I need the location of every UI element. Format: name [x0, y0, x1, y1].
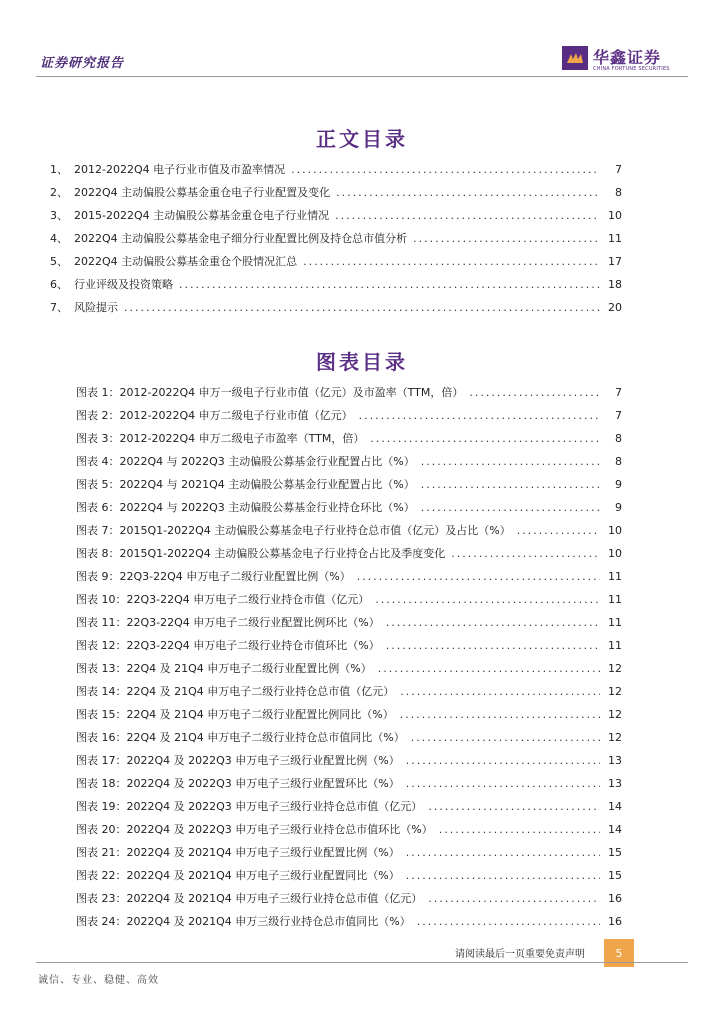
contents-item[interactable]: [50, 301, 622, 315]
figure-item-page: 11: [608, 593, 622, 606]
figure-item-page: 7: [615, 409, 622, 422]
figure-item-label: 图表 22：2022Q4 及 2021Q4 申万电子三级行业配置同比（%）: [76, 869, 400, 882]
figure-item-page: 8: [615, 455, 622, 468]
dot-leader: [406, 846, 600, 860]
figure-item[interactable]: [76, 616, 622, 630]
header-divider: [36, 76, 688, 77]
figure-item-page: 12: [608, 708, 622, 721]
dot-leader: [421, 501, 600, 515]
contents-item[interactable]: [50, 255, 622, 269]
contents-item-page: 20: [608, 301, 622, 314]
figure-item-label: 图表 24：2022Q4 及 2021Q4 申万三级行业持仓总市值同比（%）: [76, 915, 411, 928]
dot-leader: [406, 754, 600, 768]
contents-item-page: 7: [615, 163, 622, 176]
contents-item-label: 2015-2022Q4 主动偏股公募基金重仓电子行业情况: [74, 209, 330, 222]
dot-leader: [386, 616, 600, 630]
dot-leader: [421, 455, 600, 469]
contents-item-number: 1、: [50, 163, 68, 176]
contents-item-label: 风险提示: [74, 301, 118, 314]
figure-item-label: 图表 8：2015Q1-2022Q4 主动偏股公募基金电子行业持仓占比及季度变化: [76, 547, 446, 560]
figure-item[interactable]: [76, 386, 622, 400]
dot-leader: [421, 478, 600, 492]
figure-item-page: 9: [615, 478, 622, 491]
figure-item[interactable]: [76, 800, 622, 814]
figure-item-page: 7: [615, 386, 622, 399]
dot-leader: [336, 186, 600, 200]
figure-item[interactable]: [76, 869, 622, 883]
contents-title: 正文目录: [316, 127, 408, 151]
dot-leader: [370, 432, 600, 446]
figure-item-page: 16: [608, 892, 622, 905]
logo-name-en: CHINA FORTUNE SECURITIES: [593, 66, 670, 72]
contents-item-page: 17: [608, 255, 622, 268]
contents-item-page: 10: [608, 209, 622, 222]
contents-item[interactable]: [50, 232, 622, 246]
figure-item-label: 图表 14：22Q4 及 21Q4 申万电子二级行业持仓总市值（亿元）: [76, 685, 395, 698]
dot-leader: [179, 278, 600, 292]
dot-leader: [357, 570, 600, 584]
dot-leader: [386, 639, 600, 653]
dot-leader: [335, 209, 600, 223]
figure-item-label: 图表 23：2022Q4 及 2021Q4 申万电子三级行业持仓总市值（亿元）: [76, 892, 423, 905]
company-slogan: 诚信、专业、稳健、高效: [38, 975, 159, 986]
figure-item[interactable]: [76, 524, 622, 538]
figure-item-page: 11: [608, 616, 622, 629]
figure-item-label: 图表 20：2022Q4 及 2022Q3 申万电子三级行业持仓总市值环比（%）: [76, 823, 433, 836]
figure-item-page: 15: [608, 846, 622, 859]
dot-leader: [303, 255, 600, 269]
figure-item-page: 14: [608, 800, 622, 813]
contents-item[interactable]: [50, 163, 622, 177]
figure-item-label: 图表 3：2012-2022Q4 申万二级电子市盈率（TTM，倍）: [76, 432, 365, 445]
dot-leader: [428, 800, 600, 814]
contents-item-page: 11: [608, 232, 622, 245]
figure-item[interactable]: [76, 754, 622, 768]
figure-item-page: 13: [608, 777, 622, 790]
dot-leader: [400, 708, 600, 722]
contents-item-number: 5、: [50, 255, 68, 268]
figure-item[interactable]: [76, 570, 622, 584]
figure-item[interactable]: [76, 915, 622, 929]
figure-item-label: 图表 1：2012-2022Q4 申万一级电子行业市值（亿元）及市盈率（TTM，倍）: [76, 386, 464, 399]
figure-item[interactable]: [76, 432, 622, 446]
contents-item-number: 6、: [50, 278, 68, 291]
dot-leader: [451, 547, 600, 561]
dot-leader: [359, 409, 600, 423]
figure-item-label: 图表 5：2022Q4 与 2021Q4 主动偏股公募基金行业配置占比（%）: [76, 478, 415, 491]
contents-item-label: 2022Q4 主动偏股公募基金电子细分行业配置比例及持仓总市值分析: [74, 232, 408, 245]
dot-leader: [428, 892, 600, 906]
figure-item[interactable]: [76, 731, 622, 745]
dot-leader: [400, 685, 600, 699]
dot-leader: [411, 731, 600, 745]
figure-item[interactable]: [76, 547, 622, 561]
figure-item-label: 图表 18：2022Q4 及 2022Q3 申万电子三级行业配置环比（%）: [76, 777, 400, 790]
figure-item-label: 图表 11：22Q3-22Q4 申万电子二级行业配置比例环比（%）: [76, 616, 380, 629]
contents-item-number: 3、: [50, 209, 68, 222]
contents-item-label: 2022Q4 主动偏股公募基金重仓个股情况汇总: [74, 255, 298, 268]
logo-name-cn: 华鑫证券: [593, 48, 662, 67]
dot-leader: [517, 524, 600, 538]
contents-item-number: 7、: [50, 301, 68, 314]
contents-item-label: 行业评级及投资策略: [74, 278, 173, 291]
contents-item-number: 2、: [50, 186, 68, 199]
figure-item[interactable]: [76, 892, 622, 906]
report-type-label: 证券研究报告: [40, 56, 125, 71]
figure-item[interactable]: [76, 455, 622, 469]
contents-item-number: 4、: [50, 232, 68, 245]
figure-item-label: 图表 16：22Q4 及 21Q4 申万电子二级行业持仓总市值同比（%）: [76, 731, 405, 744]
figure-item[interactable]: [76, 478, 622, 492]
company-logo: [562, 44, 682, 74]
contents-item[interactable]: [50, 186, 622, 200]
figure-item-page: 12: [608, 662, 622, 675]
figure-item[interactable]: [76, 708, 622, 722]
figure-item[interactable]: [76, 501, 622, 515]
figure-item[interactable]: [76, 685, 622, 699]
figure-item-page: 10: [608, 524, 622, 537]
figure-item-page: 11: [608, 570, 622, 583]
figure-item-label: 图表 15：22Q4 及 21Q4 申万电子二级行业配置比例同比（%）: [76, 708, 394, 721]
dot-leader: [291, 163, 600, 177]
figure-item[interactable]: [76, 409, 622, 423]
figure-item-label: 图表 2：2012-2022Q4 申万二级电子行业市值（亿元）: [76, 409, 353, 422]
dot-leader: [406, 777, 600, 791]
figure-item[interactable]: [76, 823, 622, 837]
contents-item[interactable]: [50, 278, 622, 292]
figure-item-label: 图表 7：2015Q1-2022Q4 主动偏股公募基金电子行业持仓总市值（亿元）及占比（%）: [76, 524, 511, 537]
figure-item-page: 10: [608, 547, 622, 560]
figure-item-page: 9: [615, 501, 622, 514]
figure-item-label: 图表 9：22Q3-22Q4 申万电子二级行业配置比例（%）: [76, 570, 351, 583]
dot-leader: [417, 915, 600, 929]
figure-item-label: 图表 12：22Q3-22Q4 申万电子二级行业持仓市值环比（%）: [76, 639, 380, 652]
figure-item-page: 15: [608, 869, 622, 882]
dot-leader: [124, 301, 600, 315]
contents-item-label: 2022Q4 主动偏股公募基金重仓电子行业配置及变化: [74, 186, 331, 199]
footer-divider: [36, 962, 688, 963]
figure-item-label: 图表 13：22Q4 及 21Q4 申万电子二级行业配置比例（%）: [76, 662, 372, 675]
logo-mark-icon: [562, 46, 588, 70]
figures-title: 图表目录: [316, 350, 408, 374]
page-number-badge: 5: [604, 939, 634, 967]
dot-leader: [469, 386, 600, 400]
figure-item[interactable]: [76, 639, 622, 653]
figure-item[interactable]: [76, 777, 622, 791]
figure-item-label: 图表 19：2022Q4 及 2022Q3 申万电子三级行业持仓总市值（亿元）: [76, 800, 423, 813]
figure-item[interactable]: [76, 662, 622, 676]
figure-item-label: 图表 21：2022Q4 及 2021Q4 申万电子三级行业配置比例（%）: [76, 846, 400, 859]
figure-item-page: 13: [608, 754, 622, 767]
figure-item-label: 图表 6：2022Q4 与 2022Q3 主动偏股公募基金行业持仓环比（%）: [76, 501, 415, 514]
figure-item-page: 8: [615, 432, 622, 445]
disclaimer-note: 请阅读最后一页重要免责声明: [455, 949, 585, 960]
dot-leader: [378, 662, 600, 676]
contents-item-label: 2012-2022Q4 电子行业市值及市盈率情况: [74, 163, 286, 176]
dot-leader: [406, 869, 600, 883]
dot-leader: [375, 593, 600, 607]
figure-item-page: 14: [608, 823, 622, 836]
figure-item-page: 12: [608, 731, 622, 744]
figure-item-page: 12: [608, 685, 622, 698]
dot-leader: [439, 823, 600, 837]
figure-item-page: 11: [608, 639, 622, 652]
contents-item[interactable]: [50, 209, 622, 223]
dot-leader: [413, 232, 600, 246]
figure-item[interactable]: [76, 593, 622, 607]
figure-item-page: 16: [608, 915, 622, 928]
figure-item-label: 图表 10：22Q3-22Q4 申万电子二级行业持仓市值（亿元）: [76, 593, 370, 606]
contents-item-page: 8: [615, 186, 622, 199]
figure-item[interactable]: [76, 846, 622, 860]
figure-item-label: 图表 17：2022Q4 及 2022Q3 申万电子三级行业配置比例（%）: [76, 754, 400, 767]
contents-item-page: 18: [608, 278, 622, 291]
figure-item-label: 图表 4：2022Q4 与 2022Q3 主动偏股公募基金行业配置占比（%）: [76, 455, 415, 468]
